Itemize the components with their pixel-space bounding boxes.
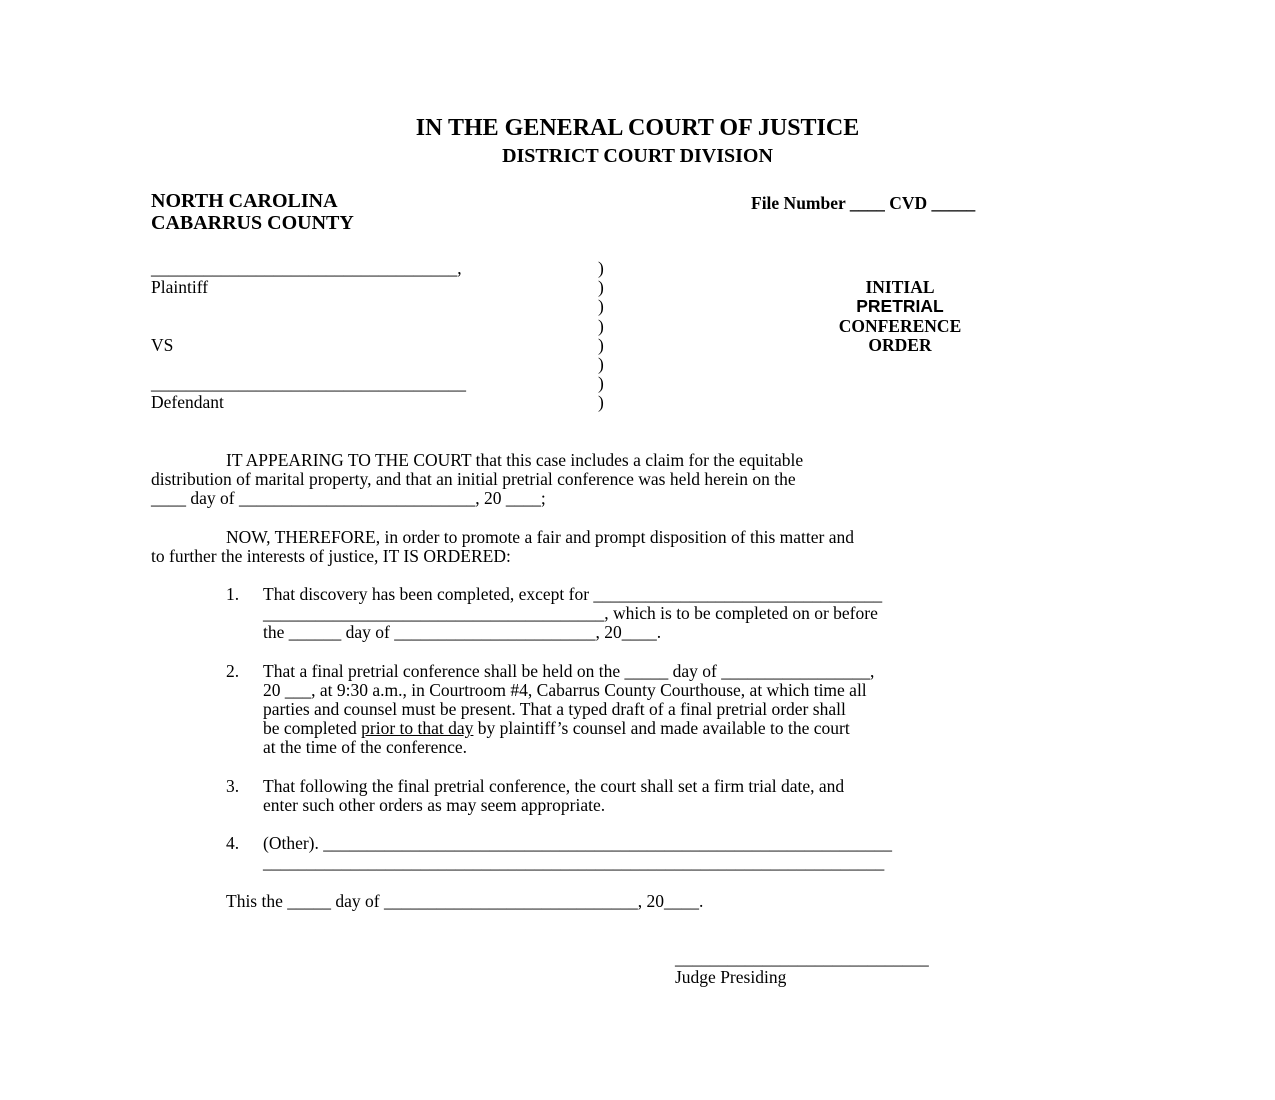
- item-number: 3.: [226, 776, 240, 796]
- item-line: That discovery has been completed, except for _________________________________: [263, 584, 883, 604]
- order-title-line: CONFERENCE: [838, 316, 962, 336]
- item-line: That following the final pretrial conference, the court shall set a firm trial date, and: [263, 776, 845, 796]
- division-heading: DISTRICT COURT DIVISION: [502, 145, 773, 167]
- plaintiff-line: ___________________________________,: [151, 258, 462, 278]
- vs-label: VS: [151, 335, 174, 355]
- item-number: 1.: [226, 584, 240, 604]
- caption-paren: ): [598, 296, 604, 316]
- item-text: by plaintiff’s counsel and made available to the court: [473, 718, 850, 738]
- defendant-label: Defendant: [151, 392, 224, 412]
- item-number: 2.: [226, 661, 240, 681]
- item-line: at the time of the conference.: [263, 737, 468, 757]
- caption-paren: ): [598, 277, 604, 297]
- paragraph-line: distribution of marital property, and that an initial pretrial conference was held herein on the: [151, 469, 796, 489]
- defendant-line: ____________________________________: [151, 373, 466, 393]
- signature-line: _____________________________: [675, 948, 929, 968]
- item-line: parties and counsel must be present. That a typed draft of a final pretrial order shall: [263, 699, 846, 719]
- caption-paren: ): [598, 335, 604, 355]
- order-title-line: ORDER: [868, 335, 932, 355]
- item-line: (Other). _________________________________________________________________: [263, 833, 893, 853]
- caption-paren: ): [598, 392, 604, 412]
- court-heading: IN THE GENERAL COURT OF JUSTICE: [415, 115, 860, 141]
- paragraph-line: NOW, THEREFORE, in order to promote a fair and prompt disposition of this matter and: [226, 527, 854, 547]
- item-text: be completed: [263, 718, 362, 738]
- item-number: 4.: [226, 833, 240, 853]
- file-number: File Number ____ CVD _____: [751, 193, 976, 213]
- signature-label: Judge Presiding: [675, 967, 787, 987]
- item-line: [263, 718, 850, 739]
- caption-paren: ): [598, 258, 604, 278]
- dated-line: This the _____ day of _____________________________, 20____.: [226, 891, 704, 911]
- item-line: That a final pretrial conference shall be held on the _____ day of _________________,: [263, 661, 875, 681]
- order-title-line: PRETRIAL: [856, 296, 944, 316]
- item-line: the ______ day of _______________________, 20____.: [263, 622, 662, 642]
- paragraph-line: ____ day of ___________________________, 20 ____;: [151, 488, 546, 508]
- caption-paren: ): [598, 316, 604, 336]
- item-line: 20 ___, at 9:30 a.m., in Courtroom #4, Cabarrus County Courthouse, at which time all: [263, 680, 867, 700]
- item-line: enter such other orders as may seem appropriate.: [263, 795, 606, 815]
- caption-paren: ): [598, 354, 604, 374]
- plaintiff-label: Plaintiff: [151, 277, 209, 297]
- paragraph-line: IT APPEARING TO THE COURT that this case includes a claim for the equitable: [226, 450, 804, 470]
- county-label: CABARRUS COUNTY: [151, 212, 354, 234]
- caption-paren: ): [598, 373, 604, 393]
- item-line: _______________________________________________________________________: [263, 852, 885, 872]
- item-line: _______________________________________, which is to be completed on or before: [263, 603, 878, 623]
- paragraph-line: to further the interests of justice, IT IS ORDERED:: [151, 546, 511, 566]
- underlined-text: prior to that day: [361, 718, 474, 738]
- state-label: NORTH CAROLINA: [151, 190, 338, 212]
- order-title-line: INITIAL: [865, 277, 935, 297]
